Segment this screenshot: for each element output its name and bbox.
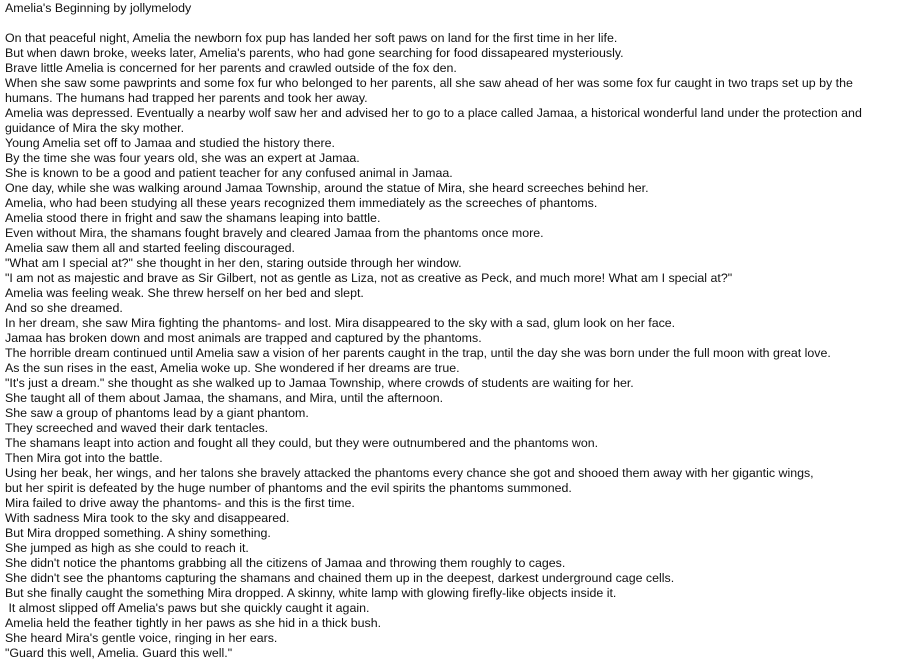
story-line: "It's just a dream." she thought as she walked up to Jamaa Township, where crowds of students are waiting for her. [5, 376, 634, 390]
story-line: She taught all of them about Jamaa, the shamans, and Mira, until the afternoon. [5, 391, 444, 405]
story-line: Young Amelia set off to Jamaa and studied the history there. [5, 136, 335, 150]
document-page [5, 1, 915, 661]
story-line: She jumped as high as she could to reach it. [5, 541, 249, 555]
story-title: Amelia's Beginning by jollymelody [5, 1, 192, 15]
story-line: It almost slipped off Amelia's paws but she quickly caught it again. [5, 601, 370, 615]
story-line: guidance of Mira the sky mother. [5, 121, 185, 135]
story-line: humans. The humans had trapped her parents and took her away. [5, 91, 368, 105]
story-line: She didn't see the phantoms capturing the shamans and chained them up in the deepest, darkest underground cage cells. [5, 571, 675, 585]
story-line: Using her beak, her wings, and her talons she bravely attacked the phantoms every chance she got and shooed them away with her gigantic wings, [5, 466, 814, 480]
story-line: Then Mira got into the battle. [5, 451, 163, 465]
story-line: Even without Mira, the shamans fought bravely and cleared Jamaa from the phantoms once more. [5, 226, 544, 240]
story-line: With sadness Mira took to the sky and disappeared. [5, 511, 290, 525]
story-line: but her spirit is defeated by the huge number of phantoms and the evil spirits the phantoms summoned. [5, 481, 572, 495]
story-line: The horrible dream continued until Amelia saw a vision of her parents caught in the trap, until the day she was born under the full moon with great love. [5, 346, 831, 360]
story-line: One day, while she was walking around Jamaa Township, around the statue of Mira, she heard screeches behind her. [5, 181, 649, 195]
story-line: They screeched and waved their dark tentacles. [5, 421, 269, 435]
blank-line [5, 16, 915, 31]
story-line: Jamaa has broken down and most animals are trapped and captured by the phantoms. [5, 331, 482, 345]
story-line: "I am not as majestic and brave as Sir Gilbert, not as gentle as Liza, not as creative as Peck, and much more! What am I special at?" [5, 271, 733, 285]
story-line: Amelia was feeling weak. She threw herself on her bed and slept. [5, 286, 364, 300]
story-body [5, 31, 915, 661]
story-line: Amelia stood there in fright and saw the shamans leaping into battle. [5, 211, 381, 225]
story-line: She heard Mira's gentle voice, ringing in her ears. [5, 631, 278, 645]
story-line: Amelia was depressed. Eventually a nearby wolf saw her and advised her to go to a place called Jamaa, a historical wonderful land under the protection and [5, 106, 862, 120]
story-line: Amelia saw them all and started feeling discouraged. [5, 241, 295, 255]
story-line: On that peaceful night, Amelia the newborn fox pup has landed her soft paws on land for the first time in her life. [5, 31, 618, 45]
story-line: Mira failed to drive away the phantoms- and this is the first time. [5, 496, 355, 510]
story-line: And so she dreamed. [5, 301, 123, 315]
story-line: "Guard this well, Amelia. Guard this well." [5, 646, 233, 660]
story-line: But she finally caught the something Mira dropped. A skinny, white lamp with glowing firefly-like objects inside it. [5, 586, 617, 600]
story-line: When she saw some pawprints and some fox fur who belonged to her parents, all she saw ahead of her was some fox fur caught in two traps set up by the [5, 76, 853, 90]
story-line: Amelia held the feather tightly in her paws as she hid in a thick bush. [5, 616, 382, 630]
story-line: In her dream, she saw Mira fighting the phantoms- and lost. Mira disappeared to the sky with a sad, glum look on her face. [5, 316, 676, 330]
story-line: She is known to be a good and patient teacher for any confused animal in Jamaa. [5, 166, 453, 180]
story-line: Amelia, who had been studying all these years recognized them immediately as the screeches of phantoms. [5, 196, 598, 210]
story-line: She didn't notice the phantoms grabbing all the citizens of Jamaa and throwing them roughly to cages. [5, 556, 566, 570]
story-line: "What am I special at?" she thought in her den, staring outside through her window. [5, 256, 462, 270]
story-line: As the sun rises in the east, Amelia woke up. She wondered if her dreams are true. [5, 361, 460, 375]
story-line: By the time she was four years old, she was an expert at Jamaa. [5, 151, 360, 165]
story-line: Brave little Amelia is concerned for her parents and crawled outside of the fox den. [5, 61, 457, 75]
story-line: But when dawn broke, weeks later, Amelia's parents, who had gone searching for food dissapeared mysteriously. [5, 46, 624, 60]
story-line: She saw a group of phantoms lead by a giant phantom. [5, 406, 309, 420]
story-line: The shamans leapt into action and fought all they could, but they were outnumbered and the phantoms won. [5, 436, 599, 450]
story-line: But Mira dropped something. A shiny something. [5, 526, 271, 540]
